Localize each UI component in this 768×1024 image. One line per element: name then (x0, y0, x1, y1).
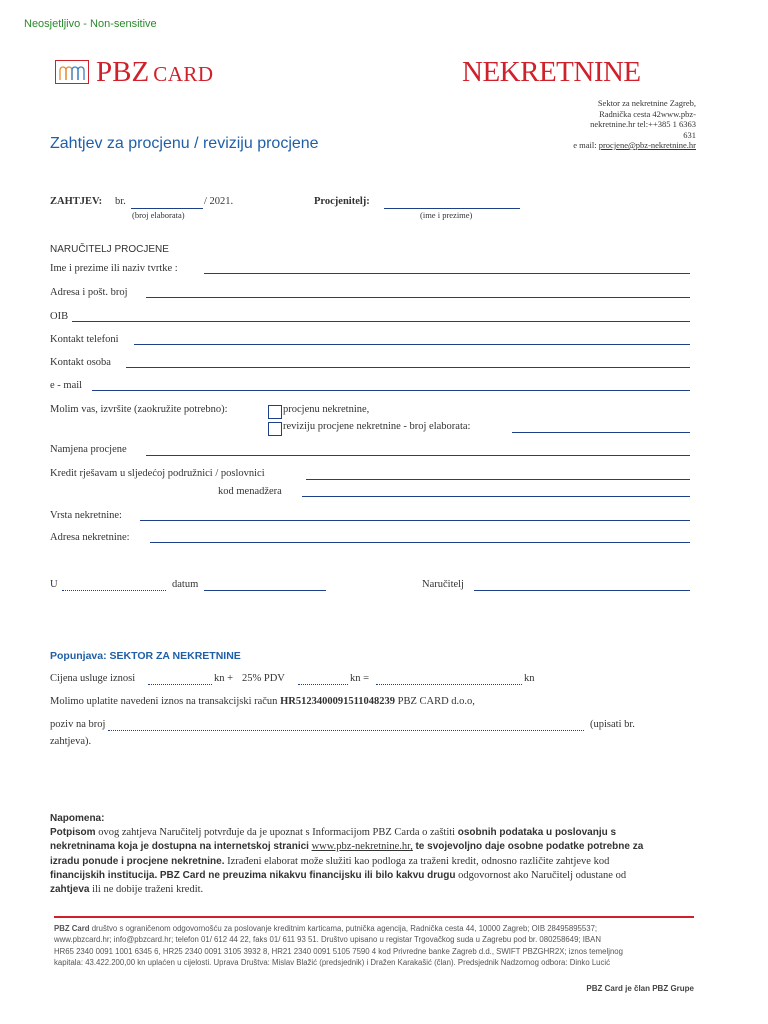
footer-line: društvo s ograničenom odgovornošću za poslovanje kreditnim karticama, putnička agencija, Radnička cesta 44, 10000 Zagreb; OIB 28495895537; (91, 924, 598, 933)
kn-unit: kn (524, 673, 535, 684)
sector-heading (50, 650, 241, 662)
footer-brand: PBZ Card (54, 924, 90, 933)
request-hint: (broj elaborata) (132, 210, 185, 220)
iban: HR5123400091511048239 (280, 696, 395, 707)
note-text: zahtjeva (50, 884, 90, 896)
client-address-input[interactable] (146, 297, 690, 298)
client-name-label: Ime i prezime ili naziv tvrtke : (50, 263, 178, 274)
reference-label: poziv na broj (50, 719, 106, 730)
contact-person-input[interactable] (126, 367, 690, 368)
request-label: ZAHTJEV: (50, 196, 103, 207)
manager-input[interactable] (302, 496, 690, 497)
company-name: PBZ CARD d.o.o, (397, 696, 475, 707)
place-input[interactable] (62, 590, 166, 591)
form-title: Zahtjev za procjenu / reviziju procjene (50, 135, 319, 152)
note-text: ili ne dobije traženi kredit. (92, 884, 204, 896)
option-revision-label: reviziju procjene nekretnine - broj elaborata: (283, 421, 471, 432)
footer-legal (54, 923, 704, 969)
reference-hint: (upisati br. (590, 719, 635, 730)
option-estimate-checkbox[interactable] (268, 405, 282, 419)
address-line: nekretnine.hr tel:++385 1 6363 (590, 119, 696, 129)
oib-input[interactable] (72, 321, 690, 322)
reference-hint-2: zahtjeva). (50, 736, 92, 747)
sector-prefix: Popunjava: (50, 650, 107, 662)
email-label: e mail: (573, 140, 597, 150)
email-link[interactable]: procjene@pbz-nekretnine.hr (598, 140, 696, 150)
email-field-label: e - mail (50, 380, 83, 391)
request-number-input[interactable] (131, 208, 203, 209)
vat-input[interactable] (298, 684, 348, 685)
credit-branch-label: Kredit rješavam u sljedećoj podružnici / poslovnici (50, 468, 265, 479)
email-field[interactable] (92, 390, 690, 391)
client-address-label: Adresa i pošt. broj (50, 287, 128, 298)
note-text: Potpisom (50, 827, 96, 839)
note-heading: Napomena: (50, 813, 105, 824)
assessor-label: Procjenitelj: (314, 196, 370, 207)
note-text: osobnih podataka u poslovanju s (457, 827, 617, 839)
credit-branch-input[interactable] (306, 479, 690, 480)
brand-name: PBZ (96, 56, 150, 88)
note-text: ovog zahtjeva Naručitelj potvrđuje da je upoznat s Informacijom PBZ Carda o zaštiti (98, 827, 456, 839)
footer-line: kapitala: 43.422.200,00 kn uplaćen u cijelosti. Uprava Društva: Mislav Blažić (predsjednik) i Dražen Karakašić (član). Predsjednik Nadzornog odbora: Dinko Lucić (54, 958, 611, 968)
assessor-input[interactable] (384, 208, 520, 209)
choice-label: Molim vas, izvršite (zaokružite potrebno): (50, 404, 228, 415)
purpose-label: Namjena procjene (50, 444, 127, 455)
assessor-hint: (ime i prezime) (420, 210, 473, 220)
phone-label: Kontakt telefoni (50, 334, 119, 345)
note-block (50, 812, 710, 897)
price-input[interactable] (148, 684, 212, 685)
header-address (573, 98, 696, 151)
request-br-label: br. (115, 196, 126, 207)
classification-label: Neosjetljivo - Non-sensitive (24, 18, 157, 30)
kn-equals: kn = (350, 673, 370, 684)
property-address-input[interactable] (150, 542, 690, 543)
property-type-label: Vrsta nekretnine: (50, 510, 122, 521)
division-title: NEKRETNINE (462, 56, 641, 88)
address-line: Radnička cesta 42www.pbz- (599, 108, 696, 119)
payment-instruction: Molimo uplatite navedeni iznos na transakcijski račun (50, 696, 278, 707)
pbz-logo-icon (55, 60, 89, 84)
note-text: nekretninama koja je dostupna na internetskoj stranici (50, 841, 309, 853)
payment-text (50, 696, 475, 707)
total-input[interactable] (376, 684, 522, 685)
website-link[interactable]: www.pbz-nekretnine.hr, (311, 841, 413, 853)
manager-label: kod menadžera (218, 486, 282, 497)
footer-line: www.pbzcard.hr; info@pbzcard.hr; telefon 01/ 612 44 22, faks 01/ 611 93 51. Društvo upisano u registar Trgovačkog suda u Zagrebu pod br. 080258649; IBAN (54, 935, 601, 945)
brand-wordmark (96, 56, 214, 89)
date-input[interactable] (204, 590, 326, 591)
note-text: te svojevoljno daje osobne podatke potrebne za (415, 841, 644, 853)
contact-person-label: Kontakt osoba (50, 357, 111, 368)
kn-plus: kn + (214, 673, 234, 684)
client-signature-label: Naručitelj (422, 579, 464, 590)
reference-input[interactable] (108, 730, 584, 731)
footer-divider (54, 916, 694, 918)
note-text: izradu ponude i procjene nekretnine. (50, 855, 225, 867)
sector-name: SEKTOR ZA NEKRETNINE (109, 650, 241, 662)
property-type-input[interactable] (140, 520, 690, 521)
vat-label: 25% PDV (242, 673, 285, 684)
property-address-label: Adresa nekretnine: (50, 532, 130, 543)
purpose-input[interactable] (146, 455, 690, 456)
date-label: datum (172, 579, 199, 590)
phone-input[interactable] (134, 344, 690, 345)
oib-label: OIB (50, 311, 69, 322)
client-name-input[interactable] (204, 273, 690, 274)
footer-line: HR65 2340 0091 1001 6345 6, HR25 2340 0091 3105 3932 8, HR21 2340 0091 5105 7590 4 kod Privredne banke Zagreb d.d., SWIFT PBZGHR2X; iznos temeljnog (54, 946, 623, 956)
footer-group: PBZ Card je član PBZ Grupe (586, 984, 694, 993)
brand-card: CARD (153, 62, 214, 86)
note-text: odgovornost ako Naručitelj odustane od (458, 869, 627, 881)
client-heading: NARUČITELJ PROCJENE (50, 244, 169, 255)
client-signature-input[interactable] (474, 590, 690, 591)
request-year: / 2021. (204, 196, 234, 207)
price-label: Cijena usluge iznosi (50, 673, 136, 684)
note-text: Izrađeni elaborat može služiti kao podloga za traženi kredit, odnosno različite zahtjeve kod (227, 855, 610, 867)
place-label: U (50, 579, 58, 590)
address-line: 631 (683, 129, 696, 140)
option-estimate-label: procjenu nekretnine, (283, 404, 370, 415)
option-revision-checkbox[interactable] (268, 422, 282, 436)
note-text: PBZ Card ne preuzima nikakvu financijsku ili bilo kakvu drugu (159, 869, 456, 881)
note-text: financijskih institucija. (50, 869, 158, 881)
revision-number-input[interactable] (512, 432, 690, 433)
address-line: Sektor za nekretnine Zagreb, (597, 98, 696, 108)
